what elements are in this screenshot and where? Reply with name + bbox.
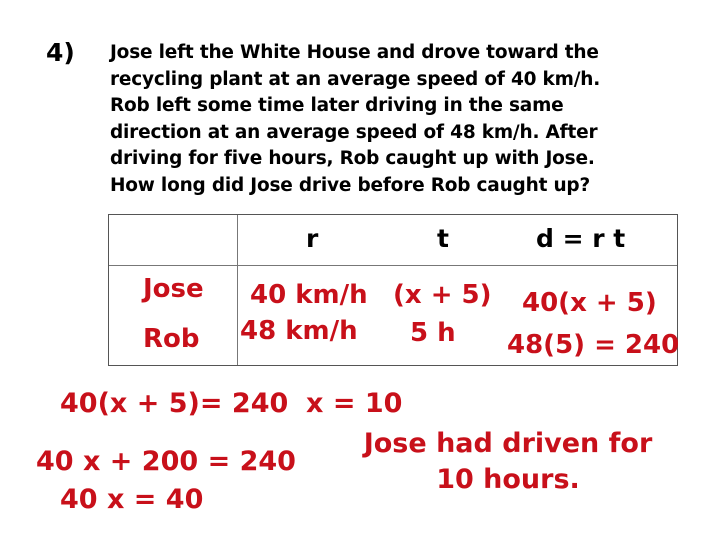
jose-distance: 40(x + 5): [522, 288, 657, 318]
header-distance: d = r t: [536, 224, 626, 253]
jose-time: (x + 5): [393, 280, 492, 310]
rob-time: 5 h: [410, 318, 456, 348]
header-rate: r: [306, 224, 319, 253]
problem-line: driving for five hours, Rob caught up with Jose.: [110, 148, 595, 169]
table-divider: [109, 265, 677, 266]
row-label-rob: Rob: [143, 324, 200, 354]
work-step-2: 40 x = 40: [60, 484, 204, 515]
rob-distance: 48(5) = 240: [507, 330, 680, 360]
problem-line: Jose left the White House and drove toward the: [110, 42, 599, 63]
row-label-jose: Jose: [143, 274, 204, 304]
problem-line: recycling plant at an average speed of 40 km/h.: [110, 68, 601, 90]
work-equation: 40(x + 5)= 240: [60, 388, 289, 419]
problem-line: direction at an average speed of 48 km/h. After: [110, 121, 598, 143]
work-solution: x = 10: [306, 388, 403, 419]
jose-rate: 40 km/h: [250, 280, 368, 310]
problem-text: [110, 40, 670, 199]
work-step-1: 40 x + 200 = 240: [36, 446, 296, 477]
header-time: t: [437, 224, 449, 253]
answer-line-2: 10 hours.: [436, 464, 580, 495]
problem-number: 4): [46, 38, 75, 67]
problem-line: Rob left some time later driving in the same: [110, 95, 564, 116]
answer-line-1: Jose had driven for: [363, 428, 653, 459]
problem-line: How long did Jose drive before Rob caught up?: [110, 174, 591, 196]
answer-text: [352, 426, 664, 498]
table-divider: [237, 215, 238, 365]
rob-rate: 48 km/h: [240, 316, 358, 346]
